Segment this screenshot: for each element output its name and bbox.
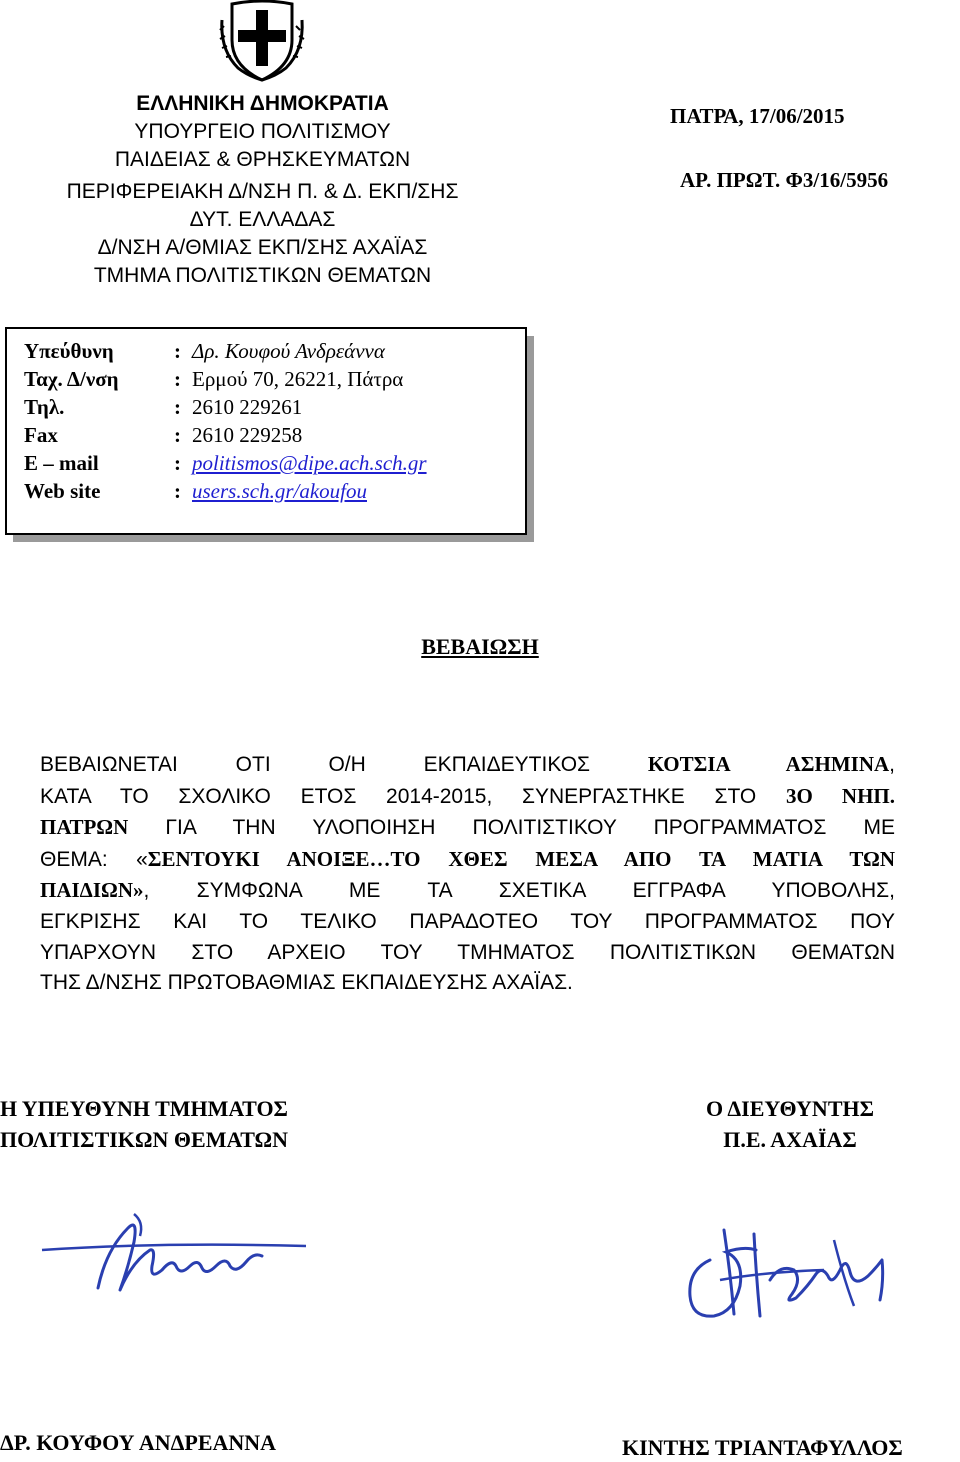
contact-colon: : (174, 479, 181, 503)
document-title: ΒΕΒΑΙΩΣΗ (421, 634, 539, 659)
header-line-5: ΔΥΤ. ΕΛΛΑΔΑΣ (189, 208, 336, 231)
right-signatory-name: ΚΙΝΤΗΣ ΤΡΙΑΝΤΑΦΥΛΛΟΣ (622, 1435, 903, 1460)
header-line-7: ΤΜΗΜΑ ΠΟΛΙΤΙΣΤΙΚΩΝ ΘΕΜΑΤΩΝ (93, 264, 432, 287)
body-line (40, 875, 895, 907)
signatory-role: ΠΟΛΙΤΙΣΤΙΚΩΝ ΘΕΜΑΤΩΝ (0, 1127, 288, 1152)
body-line: ΥΠΑΡΧΟΥΝ ΣΤΟ ΑΡΧΕΙΟ ΤΟΥ ΤΜΗΜΑΤΟΣ ΠΟΛΙΤΙΣΤΙΚΩΝ ΘΕΜΑΤΩΝ (40, 940, 895, 964)
signatory-role: Π.Ε. ΑΧΑΪΑΣ (723, 1127, 857, 1152)
header-line-4: ΠΕΡΙΦΕΡΕΙΑΚΗ Δ/ΝΣΗ Π. & Δ. ΕΚΠ/ΣΗΣ (66, 180, 459, 203)
contact-colon: : (174, 423, 181, 447)
contact-label: Web site (24, 479, 101, 503)
body-text: ΘΕΜΑ: « (40, 847, 148, 871)
right-signatory-title (640, 1093, 940, 1155)
website-link[interactable]: users.sch.gr/akoufou (192, 479, 367, 503)
header-line-1: ΕΛΛΗΝΙΚΗ ΔΗΜΟΚΡΑΤΙΑ (136, 92, 389, 115)
right-signature-icon (684, 1220, 894, 1330)
body-line (40, 812, 895, 844)
body-line: ΤΗΣ Δ/ΝΣΗΣ ΠΡΩΤΟΒΑΘΜΙΑΣ ΕΚΠΑΙΔΕΥΣΗΣ ΑΧΑΪΑΣ. (40, 971, 573, 995)
contact-label: E – mail (24, 451, 99, 475)
contact-label: Υπεύθυνη (24, 339, 114, 363)
issuer-header (20, 90, 505, 290)
signatory-role: Η ΥΠΕΥΘΥΝΗ ΤΜΗΜΑΤΟΣ (0, 1096, 288, 1121)
contact-label: Fax (24, 423, 58, 447)
body-line (40, 844, 895, 876)
header-line-6: Δ/ΝΣΗ Α/ΘΜΙΑΣ ΕΚΠ/ΣΗΣ ΑΧΑΪΑΣ (97, 236, 428, 259)
contact-value: 2610 229258 (192, 423, 303, 447)
certificate-body (40, 749, 895, 999)
signatory-role: Ο ΔΙΕΥΘΥΝΤΗΣ (705, 1096, 874, 1121)
coat-of-arms-icon (218, 0, 306, 82)
body-text: ΒΕΒΑΙΩΝΕΤΑΙ ΟΤΙ Ο/Η ΕΚΠΑΙΔΕΥΤΙΚΟΣ (40, 753, 648, 776)
left-signatory-title (0, 1093, 288, 1155)
header-line-2: ΥΠΟΥΡΓΕΙΟ ΠΟΛΙΤΙΣΜΟΥ (134, 120, 391, 143)
protocol-number: ΑΡ. ΠΡΩΤ. Φ3/16/5956 (680, 168, 889, 192)
contact-colon: : (174, 395, 181, 419)
contact-label: Ταχ. Δ/νση (24, 367, 119, 391)
body-line (40, 781, 895, 813)
body-text: , (889, 753, 895, 776)
body-line (40, 749, 895, 781)
teacher-name: ΚΟΤΣΙΑ ΑΣΗΜΙΝΑ (647, 752, 890, 776)
left-signatory-name: ΔΡ. ΚΟΥΦΟΥ ΑΝΔΡΕΑΝΝΑ (0, 1430, 277, 1455)
header-line-3: ΠΑΙΔΕΙΑΣ & ΘΡΗΣΚΕΥΜΑΤΩΝ (114, 148, 411, 171)
body-line: ΕΓΚΡΙΣΗΣ ΚΑΙ ΤΟ ΤΕΛΙΚΟ ΠΑΡΑΔΟΤΕΟ ΤΟΥ ΠΡΟΓΡΑΜΜΑΤΟΣ ΠΟΥ (40, 909, 895, 933)
school-city: ΠΑΤΡΩΝ (40, 815, 129, 840)
left-signature-icon (40, 1210, 310, 1300)
contact-colon: : (174, 451, 181, 475)
program-title: ΣΕΝΤΟΥΚΙ ΑΝΟΙΞΕ…ΤΟ ΧΘΕΣ ΜΕΣΑ ΑΠΟ ΤΑ ΜΑΤΙΑ ΤΩΝ (147, 846, 895, 871)
contact-box (5, 327, 527, 535)
contact-label: Τηλ. (24, 395, 65, 419)
body-text: ΚΑΤΑ ΤΟ ΣΧΟΛΙΚΟ ΕΤΟΣ 2014-2015, ΣΥΝΕΡΓΑΣΤΗΚΕ ΣΤΟ (40, 784, 786, 808)
contact-value: Ερμού 70, 26221, Πάτρα (192, 367, 404, 391)
program-title-end: ΠΑΙΔΙΩΝ» (40, 878, 144, 903)
school-name: 3Ο ΝΗΠ. (785, 783, 896, 808)
body-text: , ΣΥΜΦΩΝΑ ΜΕ ΤΑ ΣΧΕΤΙΚΑ ΕΓΓΡΑΦΑ ΥΠΟΒΟΛΗΣ, (143, 879, 895, 903)
place-date: ΠΑΤΡΑ, 17/06/2015 (670, 104, 845, 128)
email-link[interactable]: politismos@dipe.ach.sch.gr (192, 451, 427, 475)
contact-value: 2610 229261 (192, 395, 303, 419)
contact-value: Δρ. Κουφού Ανδρεάννα (192, 339, 385, 363)
contact-colon: : (174, 339, 181, 363)
contact-colon: : (174, 367, 181, 391)
body-text: ΓΙΑ ΤΗΝ ΥΛΟΠΟΙΗΣΗ ΠΟΛΙΤΙΣΤΙΚΟΥ ΠΡΟΓΡΑΜΜΑΤΟΣ ΜΕ (128, 816, 895, 840)
